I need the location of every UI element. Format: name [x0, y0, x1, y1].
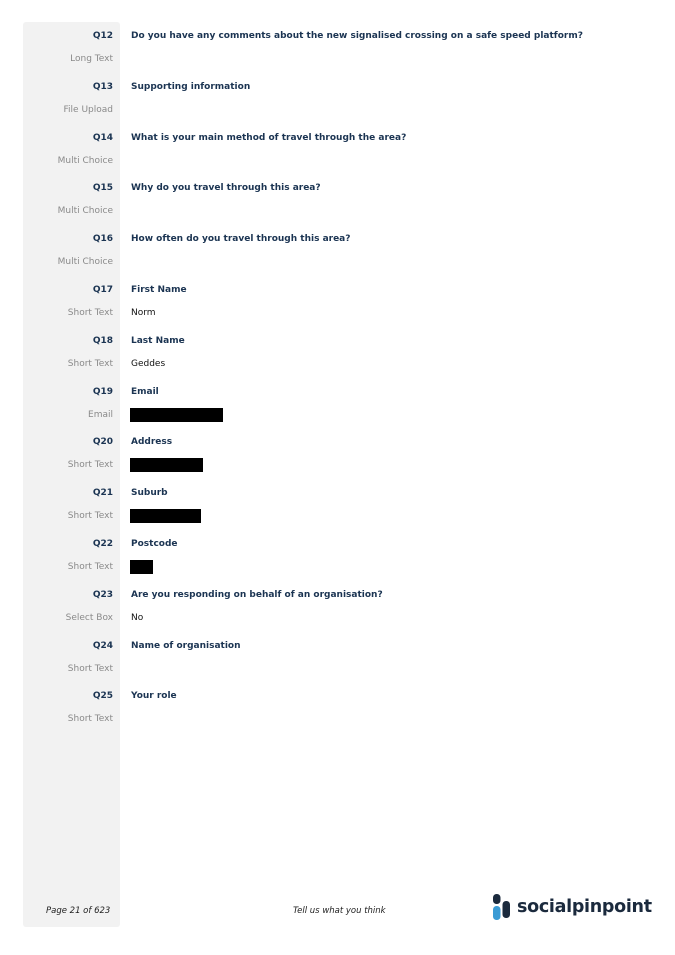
question-type: Multi Choice	[57, 206, 113, 217]
question-number: Q22	[92, 538, 113, 549]
question-title: First Name	[131, 284, 187, 295]
question-type: Short Text	[67, 460, 113, 471]
question-title: Suburb	[131, 488, 168, 499]
question-row	[0, 73, 675, 124]
question-number: Q18	[92, 335, 113, 346]
question-type: Multi Choice	[57, 257, 113, 268]
question-title: Postcode	[131, 538, 178, 549]
question-row	[0, 530, 675, 581]
question-number: Q16	[92, 234, 113, 245]
question-number: Q19	[92, 386, 113, 397]
socialpinpoint-logo-icon	[493, 894, 511, 920]
question-list	[0, 22, 675, 733]
question-type: Short Text	[67, 511, 113, 522]
question-number: Q21	[92, 488, 113, 499]
logo-text: socialpinpoint	[517, 897, 652, 917]
page-number: Page 21 of 623	[46, 906, 111, 916]
question-title: Your role	[131, 691, 177, 702]
question-number: Q14	[92, 132, 113, 143]
question-title: Are you responding on behalf of an organisation?	[131, 589, 383, 600]
question-number: Q17	[92, 284, 113, 295]
question-number: Q15	[92, 183, 113, 194]
redacted-answer	[130, 509, 201, 523]
question-number: Q23	[92, 589, 113, 600]
question-number: Q20	[92, 437, 113, 448]
question-type: File Upload	[63, 104, 113, 115]
question-row	[0, 276, 675, 327]
question-row	[0, 479, 675, 530]
question-type: Short Text	[67, 307, 113, 318]
question-title: Address	[131, 437, 173, 448]
question-type: Short Text	[67, 358, 113, 369]
question-title: Email	[131, 386, 159, 397]
question-row	[0, 124, 675, 175]
question-answer: No	[131, 612, 144, 623]
question-row	[0, 378, 675, 429]
question-row	[0, 174, 675, 225]
question-type: Multi Choice	[57, 155, 113, 166]
question-number: Q24	[92, 640, 113, 651]
question-type: Short Text	[67, 663, 113, 674]
question-number: Q13	[92, 81, 113, 92]
question-title: Last Name	[131, 335, 185, 346]
question-title: How often do you travel through this area?	[131, 234, 351, 245]
question-type: Short Text	[67, 561, 113, 572]
question-row	[0, 225, 675, 276]
question-answer: Geddes	[131, 358, 166, 369]
redacted-answer	[130, 560, 153, 574]
question-row	[0, 327, 675, 378]
question-row	[0, 581, 675, 632]
question-type: Email	[88, 409, 113, 420]
question-number: Q12	[92, 31, 113, 41]
question-type: Long Text	[70, 54, 113, 64]
question-answer: Norm	[131, 307, 156, 318]
question-row	[0, 428, 675, 479]
footer-tagline: Tell us what you think	[293, 906, 386, 916]
question-type: Select Box	[65, 612, 113, 623]
socialpinpoint-logo	[493, 894, 652, 920]
redacted-answer	[130, 458, 203, 472]
question-title: Supporting information	[131, 81, 251, 92]
question-title: What is your main method of travel through the area?	[131, 132, 407, 143]
question-title: Name of organisation	[131, 640, 241, 651]
question-row	[0, 682, 675, 733]
question-type: Short Text	[67, 714, 113, 725]
question-title: Why do you travel through this area?	[131, 183, 321, 194]
question-title: Do you have any comments about the new signalised crossing on a safe speed platform?	[131, 31, 583, 41]
redacted-answer	[130, 408, 223, 422]
question-row	[0, 632, 675, 683]
question-row	[0, 22, 675, 73]
question-number: Q25	[92, 691, 113, 702]
